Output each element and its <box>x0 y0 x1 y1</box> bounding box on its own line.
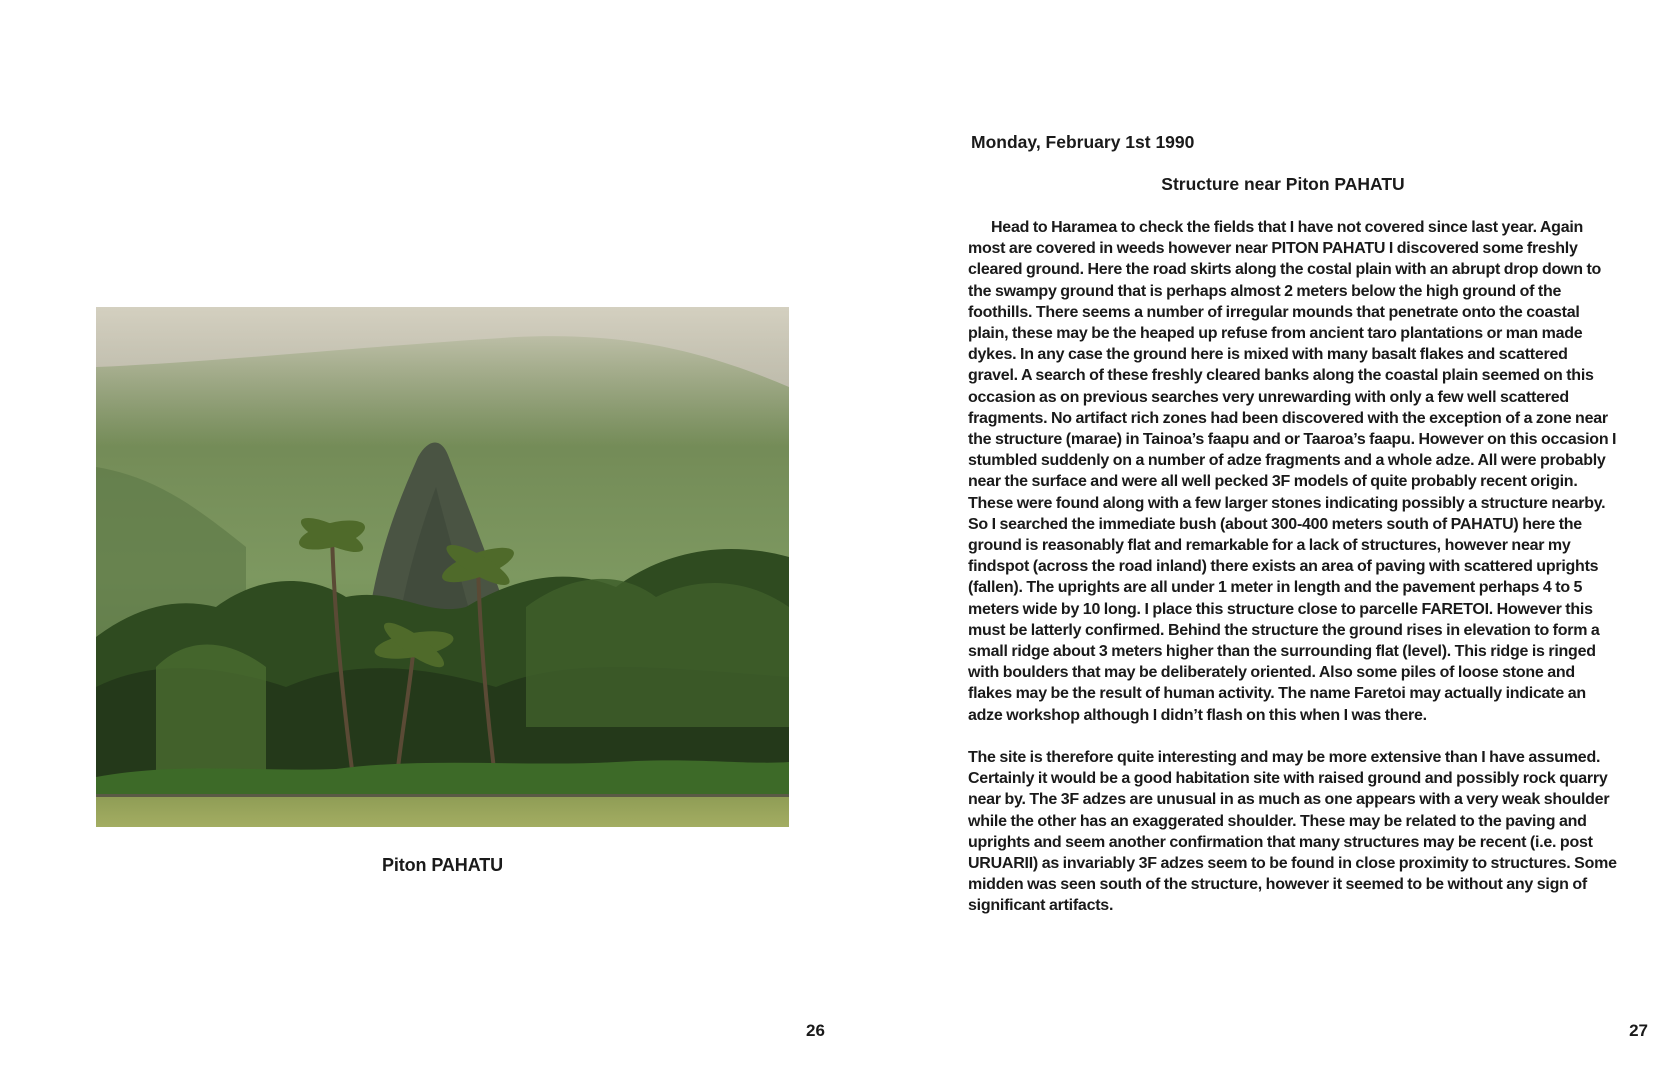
piton-pahatu-photo <box>96 307 789 827</box>
paragraph: The site is therefore quite interesting and may be more extensive than I have assumed. Certainly it would be a good habitation site with raised ground and possibly rock quarry near by. The 3F adzes are unusual in as much as one appears with a very weak shoulder while the other has an exaggerated shoulder. These may be related to the paving and uprights and seem another confirmation that many structures may be recent (i.e. post URUARII) as invariably 3F adzes seem to be found in close proximity to structures. Some midden was seen south of the structure, however it seemed to be without any sign of significant artifacts. <box>968 749 1617 915</box>
paragraph: Head to Haramea to check the fields that I have not covered since last year. Again most are covered in weeds however near PITON PAHATU I discovered some freshly cleared ground. Here the road skirts along the costal plain with an abrupt drop down to the swampy ground that is perhaps almost 2 meters below the high ground of the foothills. There seems a number of irregular mounds that penetrate onto the coastal plain, these may be the heaped up refuse from ancient taro plantations or man made dykes. In any case the ground here is mixed with many basalt flakes and scattered gravel. A search of these freshly cleared banks along the coastal plain seemed on this occasion as on previous searches very unrewarding with only a few well scattered fragments. No artifact rich zones had been discovered with the exception of a zone near the structure (marae) in Tainoa’s faapu and or Taaroa’s faapu. However on this occasion I stumbled suddenly on a number of adze fragments and a whole adze. All were probably near the surface and were all well pecked 3F models of quite probably recent origin. These were found along with a few larger stones indicating possibly a structure nearby. So I searched the immediate bush (about 300-400 meters south of PAHATU) here the ground is reasonably flat and remarkable for a lack of structures, however near my findspot (across the road inland) there exists an area of paving with scattered uprights (fallen). The uprights are all under 1 meter in length and the pavement perhaps 4 to 5 meters wide by 10 long. I place this structure close to parcelle FARETOI. However this must be latterly confirmed. Behind the structure the ground rises in elevation to form a small ridge about 3 meters higher than the surrounding flat (level). This ridge is ringed with boulders that may be deliberately oriented. Also some piles of loose stone and flakes may be the result of human activity. The name Faretoi may actually indicate an adze workshop although I didn’t flash on this when I was there. <box>968 219 1617 724</box>
right-page <box>840 0 1680 1080</box>
landscape-photo <box>96 307 789 827</box>
photo-caption: Piton PAHATU <box>381 855 504 875</box>
entry-heading: Structure near Piton PAHATU <box>1161 174 1405 194</box>
entry-body <box>968 217 1620 938</box>
page-number: 27 <box>1629 1021 1648 1040</box>
page-number: 26 <box>806 1021 825 1040</box>
entry-date: Monday, February 1st 1990 <box>971 132 1195 152</box>
